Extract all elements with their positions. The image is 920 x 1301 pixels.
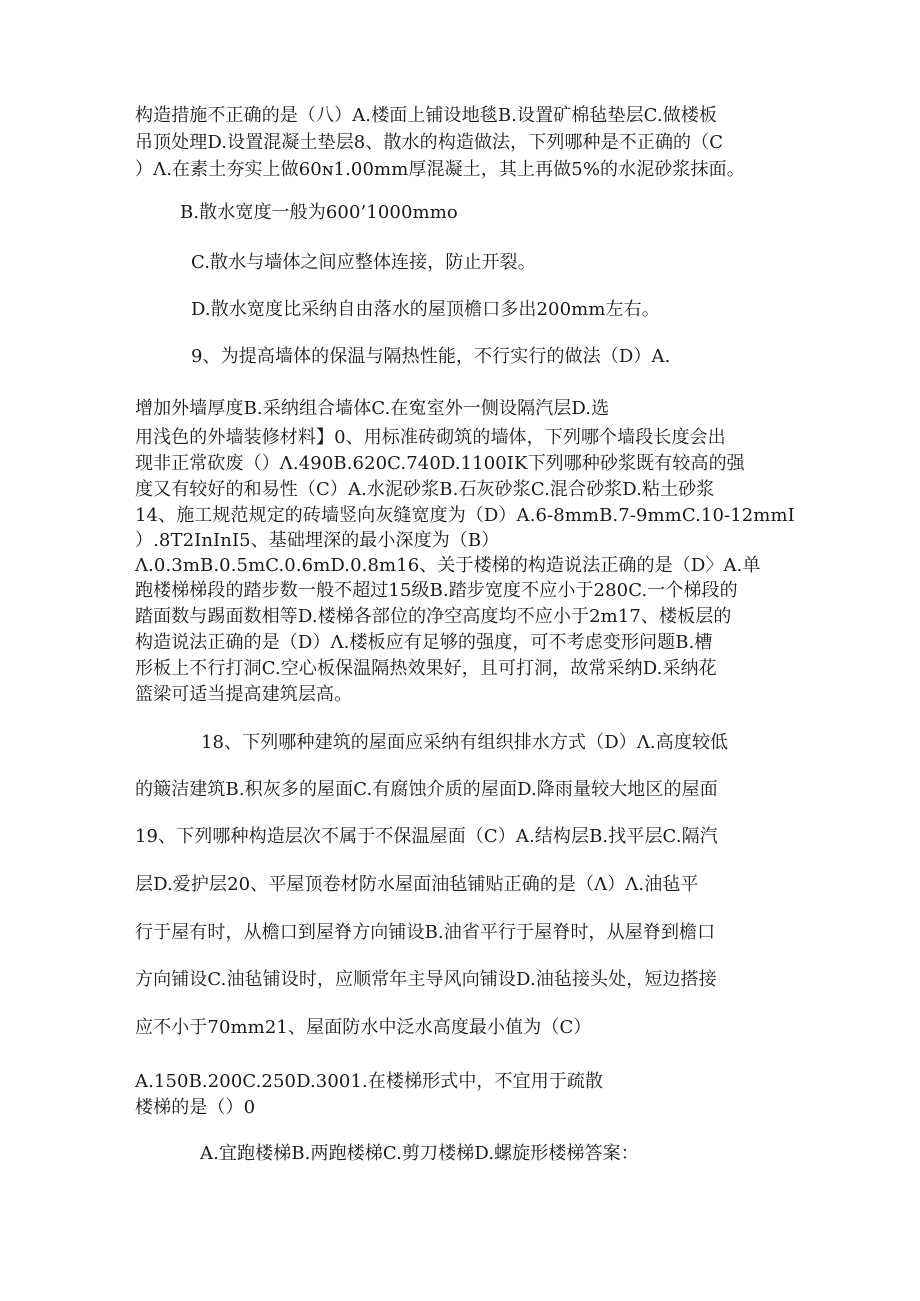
text-line: 层D.爱护层20、平屋顶卷材防水屋面油毡铺贴正确的是（Λ）Λ.油毡平: [135, 874, 699, 895]
text-line: Λ.0.3mB.0.5mC.0.6mD.0.8m16、关于楼梯的构造说法正确的是（D〉A.单: [135, 555, 761, 576]
text-line: 度又有较好的和易性（C）A.水泥砂浆B.石灰砂浆C.混合砂浆D.粘土砂浆: [135, 479, 715, 500]
text-line: 跑楼梯梯段的踏步数一般不超过15级B.踏步宽度不应小于280C.一个梯段的: [135, 580, 738, 601]
text-line: 踏面数与踢面数相等D.楼梯各部位的净空高度均不应小于2m17、楼板层的: [135, 606, 732, 627]
text-line: 9、为提高墙体的保温与隔热性能，不行实行的做法（D）A.: [191, 346, 671, 367]
text-line: A.150B.200C.250D.3001.在楼梯形式中，不宜用于疏散: [135, 1071, 604, 1092]
text-line: 用浅色的外墙装修材料】0、用标准砖砌筑的墙体，下列哪个墙段长度会出: [135, 427, 726, 448]
text-line: 的簸洁建筑B.积灰多的屋面C.有腐蚀介质的屋面D.降雨量较大地区的屋面: [135, 779, 718, 800]
text-line: A.宜跑楼梯B.两跑楼梯C.剪刀楼梯D.螺旋形楼梯答案：: [200, 1143, 639, 1164]
text-line: 19、下列哪种构造层次不属于不保温屋面（C）A.结构层B.找平层C.隔汽: [135, 826, 718, 847]
text-line: ）Λ.在素土夯实上做60ɴ1.00mm厚混凝土，其上再做5%的水泥砂浆抹面。: [135, 159, 745, 180]
text-line: 楼梯的是（）0: [135, 1097, 256, 1118]
text-line: 篮梁可适当提高建筑层高。: [135, 684, 353, 705]
text-line: 行于屋有时，从檐口到屋脊方向铺设B.油省平行于屋脊时，从屋脊到檐口: [135, 922, 716, 943]
text-line: ）.8T2InInI5、基础埋深的最小深度为（B）: [135, 530, 500, 551]
text-line: 构造说法正确的是（D）Λ.楼板应有足够的强度，可不考虑变形问题B.槽: [135, 632, 713, 653]
text-line: 构造措施不正确的是（八）A.楼面上铺设地毯B.设置矿棉毡垫层C.做楼板: [135, 105, 718, 126]
text-line: 14、施工规范规定的砖墙竖向灰缝宽度为（D）A.6-8mmB.7-9mmC.10-12mmI: [135, 505, 795, 526]
text-line: D.散水宽度比采纳自由落水的屋顶檐口多出200mm左右。: [191, 299, 660, 320]
text-line: B.散水宽度一般为600’1000mmo: [180, 202, 458, 223]
text-line: 18、下列哪种建筑的屋面应采纳有组织排水方式（D）Λ.高度较低: [201, 732, 729, 753]
text-line: 应不小于70mm21、屋面防水中泛水高度最小值为（C）: [135, 1017, 592, 1038]
text-line: 增加外墙厚度B.采纳组合墙体C.在寃室外一侧设隔汽层D.选: [135, 398, 610, 419]
text-line: 方向铺设C.油毡铺设时，应顺常年主导风向铺设D.油毡接头处，短边搭接: [135, 969, 717, 990]
text-line: 吊顶处理D.设置混凝土垫层8、散水的构造做法，下列哪种是不正确的（C: [135, 132, 724, 153]
text-line: 形板上不行打洞C.空心板保温隔热效果好，且可打洞，故常采纳D.采纳花: [135, 658, 717, 679]
text-line: 现非正常砍废（）Λ.490B.620C.740D.1100IK下列哪种砂浆既有较高的强: [135, 453, 745, 474]
text-line: C.散水与墙体之间应整体连接，防止开裂。: [191, 252, 536, 273]
